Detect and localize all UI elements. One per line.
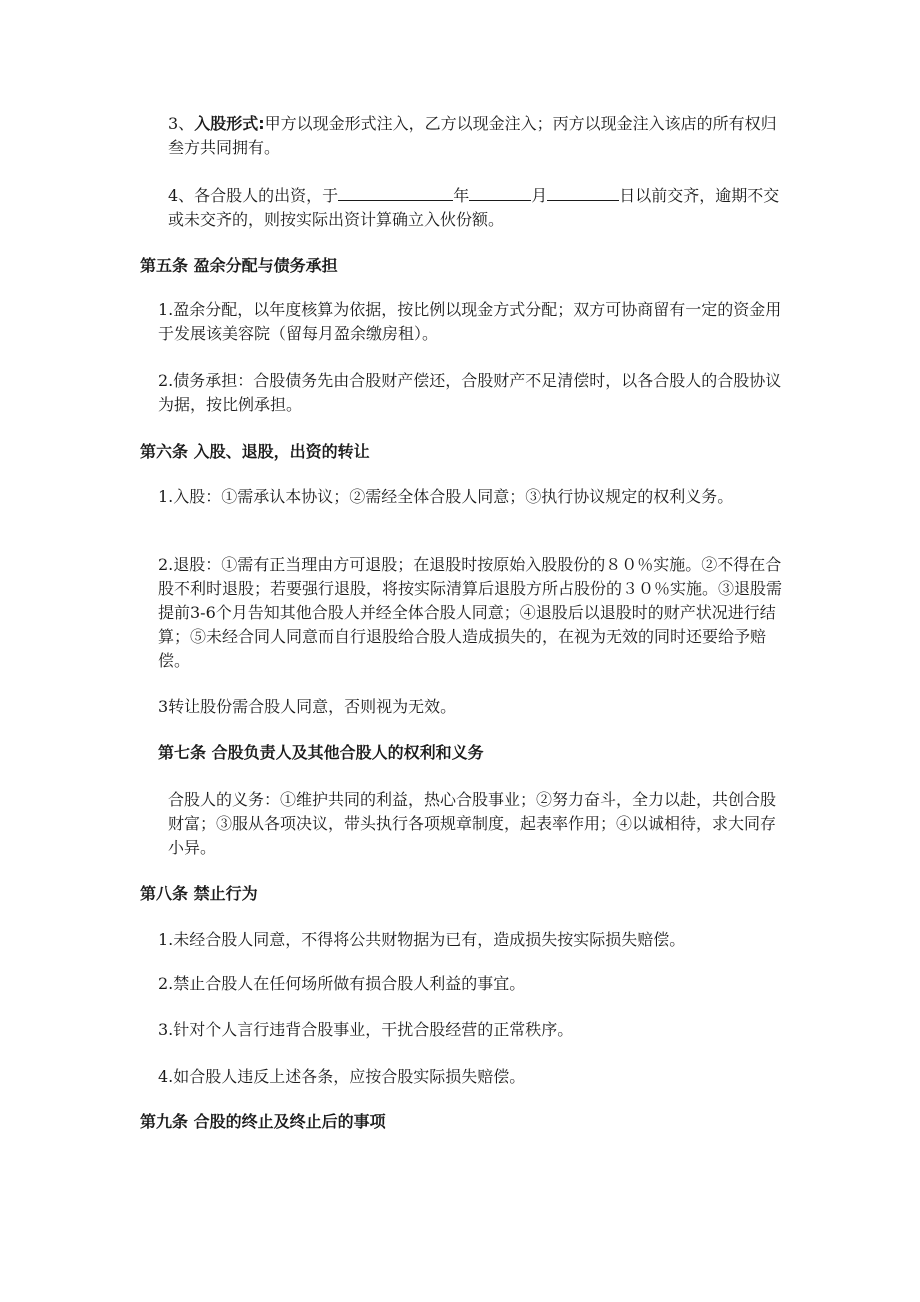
clause-6-heading: 第六条 入股、退股，出资的转让 — [140, 442, 370, 461]
item-4-suffix: 日以前交齐，逾期不交或未交齐的，则按实际出资计算确立入伙份额。 — [168, 186, 780, 229]
clause-7-heading: 第七条 合股负责人及其他合股人的权利和义务 — [158, 743, 484, 762]
clause-6-p1 — [140, 485, 782, 509]
clause-6-p3-text: 3转让股份需合股人同意，否则视为无效。 — [158, 697, 457, 716]
item-4-prefix: 4、各合股人的出资，于 — [168, 186, 339, 205]
clause-8-p2-text: 2.禁止合股人在任何场所做有损合股人利益的事宜。 — [158, 974, 526, 993]
clause-5-p2-text: 2.债务承担：合股债务先由合股财产偿还，合股财产不足清偿时，以各合股人的合股协议为据，按比例承担。 — [158, 371, 782, 414]
clause-8-p2 — [140, 972, 782, 996]
clause-5-p1-text: 1.盈余分配，以年度核算为依据，按比例以现金方式分配；双方可协商留有一定的资金用于发展该美容院（留每月盈余缴房租）。 — [158, 300, 782, 343]
month-blank[interactable] — [469, 183, 531, 201]
clause-6-p1-text: 1.入股：①需承认本协议；②需经全体合股人同意；③执行协议规定的权利义务。 — [158, 487, 734, 506]
clause-5-heading: 第五条 盈余分配与债务承担 — [140, 256, 338, 275]
clause-7-p1-text: 合股人的义务：①维护共同的利益，热心合股事业；②努力奋斗，全力以赴，共创合股财富；③服从各项决议，带头执行各项规章制度，起表率作用；④以诚相待，求大同存小异。 — [168, 790, 777, 857]
clause-8-p4-text: 4.如合股人违反上述各条，应按合股实际损失赔偿。 — [158, 1067, 526, 1086]
clause-8-p3-text: 3.针对个人言行违背合股事业，干扰合股经营的正常秩序。 — [158, 1020, 574, 1039]
item-4-year: 年 — [453, 186, 470, 205]
clause-8-p3 — [140, 1018, 782, 1042]
clause-8-p1-text: 1.未经合股人同意，不得将公共财物据为已有，造成损失按实际损失赔偿。 — [158, 930, 686, 949]
item-3-label: 入股形式: — [194, 114, 265, 133]
year-blank[interactable] — [338, 183, 453, 201]
clause-4-item-3 — [140, 112, 782, 160]
clause-8-heading: 第八条 禁止行为 — [140, 884, 258, 903]
item-3-text — [160, 112, 782, 160]
clause-9-heading: 第九条 合股的终止及终止后的事项 — [140, 1112, 386, 1131]
clause-6-p3 — [140, 695, 782, 719]
clause-8-p1 — [140, 928, 782, 952]
item-3-body: 甲方以现金形式注入，乙方以现金注入；丙方以现金注入该店的所有权归叁方共同拥有。 — [168, 114, 777, 157]
clause-6-p2-text: 2.退股：①需有正当理由方可退股；在退股时按原始入股股份的８０％实施。②不得在合股不利时退股；若要强行退股，将按实际清算后退股方所占股份的３０％实施。③退股需提前3-6个月告知其他合股人并经全体合股人同意；④退股后以退股时的财产状况进行结算；⑤未经合同人同意而自行退股给合股人造成损失的，在视为无效的同时还要给予赔偿。 — [158, 555, 783, 670]
item-4-text — [160, 183, 782, 232]
clause-6-p2 — [140, 553, 782, 673]
item-3-prefix: 3、 — [168, 114, 195, 133]
clause-5-p1 — [140, 298, 782, 346]
item-4-month: 月 — [531, 186, 548, 205]
day-blank[interactable] — [547, 183, 619, 201]
clause-7-p1 — [140, 788, 782, 860]
clause-4-item-4 — [140, 183, 782, 232]
clause-5-p2 — [140, 369, 782, 417]
clause-8-p4 — [140, 1065, 782, 1089]
